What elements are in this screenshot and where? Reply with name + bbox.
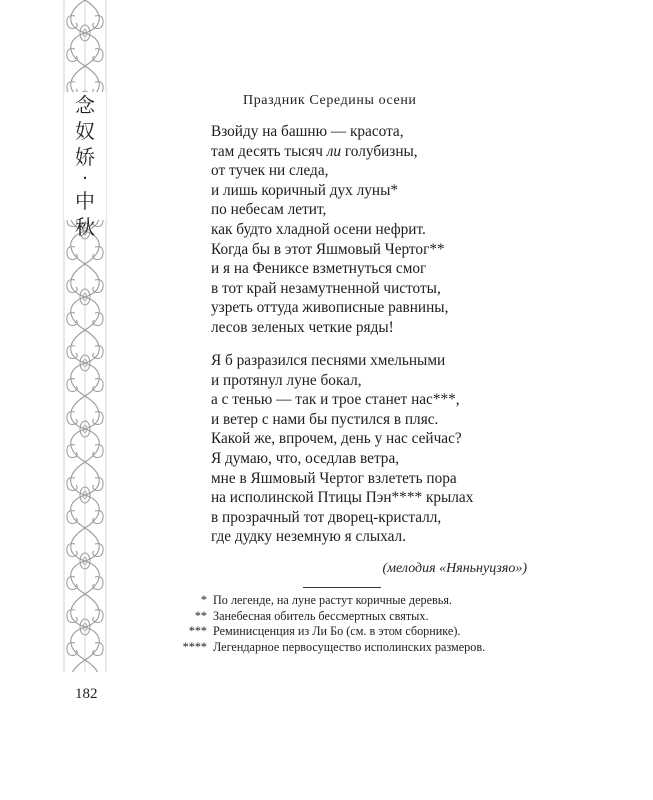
ornament-stroke xyxy=(67,544,77,557)
footnote-mark: ** xyxy=(194,608,207,623)
ornament-stroke xyxy=(67,280,77,293)
title-char: 念 xyxy=(75,93,95,117)
ornament-stroke xyxy=(67,49,77,62)
poem-line: мне в Яшмовый Чертог взлететь пора xyxy=(211,469,457,487)
ornament-stroke xyxy=(67,445,77,458)
poem-line: и лишь коричный дух луны* xyxy=(211,181,399,199)
footnote-divider xyxy=(303,587,381,588)
title-char: 秋 xyxy=(75,215,95,239)
ornament-stroke xyxy=(93,511,103,524)
title-char: 娇 xyxy=(75,145,95,169)
melody-attribution: (мелодия «Няньнуцзяо») xyxy=(382,561,527,576)
poem-title: Праздник Середины осени xyxy=(243,93,417,108)
footnote-text: Занебесная обитель бессмертных святых. xyxy=(213,608,429,623)
ornament-stroke xyxy=(67,379,77,392)
ornament-stroke xyxy=(67,313,77,326)
ornament-stroke xyxy=(67,511,77,524)
ornament-stroke xyxy=(67,610,77,623)
footnotes xyxy=(172,593,485,655)
title-char: 奴 xyxy=(75,119,95,143)
poem-line: от тучек ни следа, xyxy=(211,162,329,180)
title-char: 中 xyxy=(75,189,95,213)
stanza-2 xyxy=(211,351,473,547)
footnote xyxy=(172,640,485,656)
poem-line: на исполинской Птицы Пэн**** крылах xyxy=(211,489,474,507)
ornament-stroke xyxy=(67,346,77,359)
ornament-stroke xyxy=(67,478,77,491)
ornament-stroke xyxy=(93,247,103,260)
ornament-stroke xyxy=(93,16,103,29)
footnote xyxy=(172,609,485,625)
poem-line: Когда бы в этот Яшмовый Чертог** xyxy=(211,240,445,258)
ornament-stroke xyxy=(93,412,103,425)
ornament-stroke xyxy=(67,643,77,656)
poem-line: узреть оттуда живописные равнины, xyxy=(211,299,449,317)
ornament-stroke xyxy=(93,280,103,293)
stanza-1 xyxy=(211,122,448,338)
footnote-mark: * xyxy=(200,593,207,607)
footnote-mark: *** xyxy=(188,624,207,639)
footnote xyxy=(172,624,485,640)
poem-line: и ветер с нами бы пустился в пляс. xyxy=(211,410,439,428)
poem-line: Я думаю, что, оседлав ветра, xyxy=(211,449,400,467)
poem-line: в прозрачный тот дворец-кристалл, xyxy=(211,508,442,526)
poem-line: в тот край незамутненной чистоты, xyxy=(211,279,441,297)
ornament-stroke xyxy=(93,610,103,623)
poem-line: Взойду на башню — красота, xyxy=(211,123,404,140)
poem-line: лесов зеленых четкие ряды! xyxy=(211,318,394,336)
poem-line: по небесам летит, xyxy=(211,201,327,219)
ornament-stroke xyxy=(93,577,103,590)
poem-line: как будто хладной осени нефрит. xyxy=(211,220,426,238)
footnote-text: Легендарное первосущество исполинских размеров. xyxy=(213,639,486,654)
ornament-stroke xyxy=(67,577,77,590)
ornament-stroke xyxy=(67,412,77,425)
footnote-text: По легенде, на луне растут коричные деревья. xyxy=(213,593,452,607)
title-separator: · xyxy=(82,168,88,189)
poem-line: где дудку неземную я слыхал. xyxy=(211,528,406,546)
footnote xyxy=(172,593,485,609)
ornament-stroke xyxy=(93,379,103,392)
ornament-stroke xyxy=(93,643,103,656)
page-number: 182 xyxy=(75,686,98,702)
ornament-stroke xyxy=(67,16,77,29)
footnote-text: Реминисценция из Ли Бо (см. в этом сборнике). xyxy=(213,624,461,639)
ornament-stroke xyxy=(93,544,103,557)
poem-line: там десять тысяч ли голубизны, xyxy=(211,142,418,160)
ornament-stroke xyxy=(93,313,103,326)
ornament-stroke xyxy=(67,247,77,260)
ornament-stroke xyxy=(93,445,103,458)
ornament-stroke xyxy=(93,478,103,491)
footnote-mark: **** xyxy=(182,639,207,654)
chinese-title-vertical xyxy=(64,92,106,239)
ornament-stroke xyxy=(93,346,103,359)
poem-line: Какой же, впрочем, день у нас сейчас? xyxy=(211,430,462,448)
poem-line: а с тенью — так и трое станет нас***, xyxy=(211,391,460,409)
poem-line: Я б разразился песнями хмельными xyxy=(211,352,446,369)
poem-line: и протянул луне бокал, xyxy=(211,371,362,389)
poem-line: и я на Фениксе взметнуться смог xyxy=(211,260,427,278)
ornament-stroke xyxy=(93,49,103,62)
